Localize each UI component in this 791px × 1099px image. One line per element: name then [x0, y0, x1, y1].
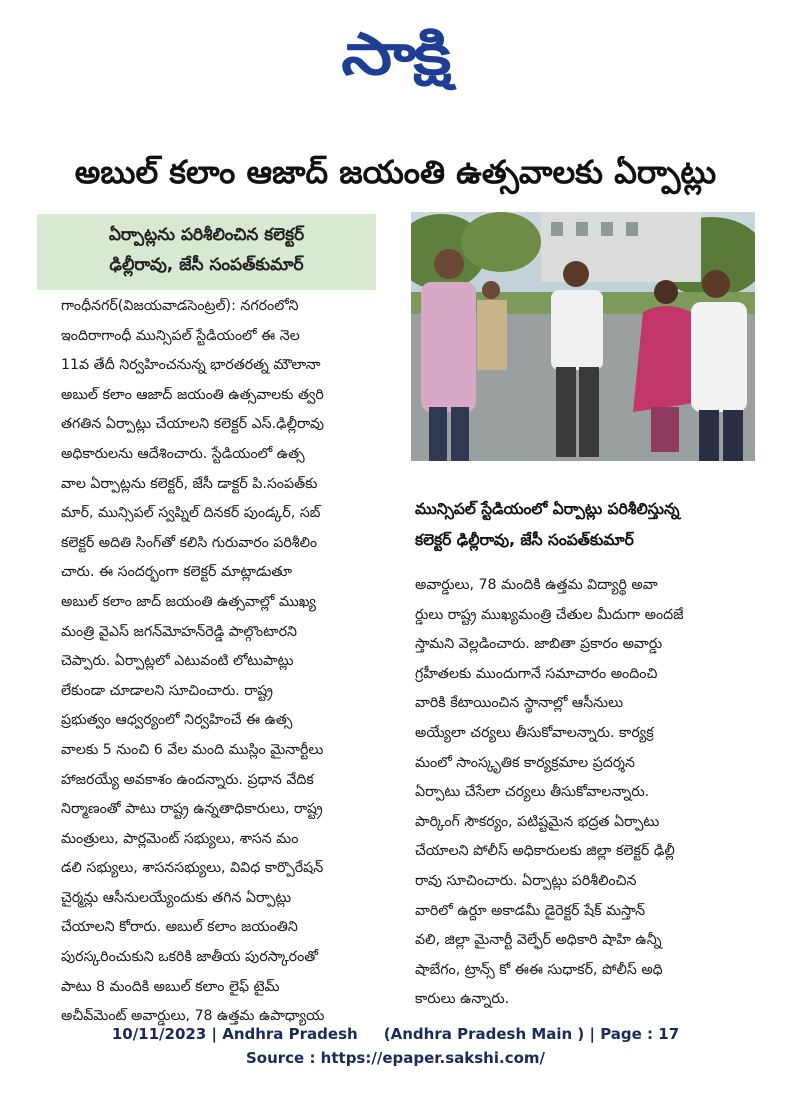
- article-line: అచీవ్‌మెంట్ అవార్డులు, 78 ఉత్తమ ఉపాధ్యాయ: [61, 1008, 325, 1025]
- article-line: చైర్మన్లు ఆసీనులయ్యేందుకు తగిన ఏర్పాట్లు: [61, 889, 292, 906]
- article-line: నిర్మాణంతో పాటు రాష్ట్ర ఉన్నతాధికారులు, రాష్ట్ర: [61, 801, 323, 818]
- article-line: వాలకు 5 నుంచి 6 వేల మంది ముస్లిం మైనార్టీలు: [61, 741, 324, 758]
- article-line: అధికారులను ఆదేశించారు. స్టేడియంలో ఉత్స: [61, 445, 305, 462]
- article-line: చేయాలని కోరారు. అబుల్ కలాం జయంతిని: [61, 919, 298, 936]
- subhead-line: ఏర్పాట్లను పరిశీలించిన కలెక్టర్: [108, 225, 305, 245]
- masthead-logo: సాక్షి: [341, 20, 450, 88]
- caption-line: మున్సిపల్ స్టేడియంలో ఏర్పాట్లు పరిశీలిస్తున్న: [415, 500, 680, 518]
- masthead: [0, 14, 791, 94]
- article-line: అబుల్ కలాం ఆజాద్ జయంతి ఉత్సవాలకు త్వరి: [61, 386, 324, 403]
- article-line: మార్, మున్సిపల్ స్వప్నిల్ దినకర్ పుండ్కర్, సబ్: [61, 505, 321, 522]
- photo-caption: [415, 494, 760, 556]
- article-line: అవార్డులు, 78 మందికి ఉత్తమ విద్యార్థి అవా: [415, 577, 658, 593]
- footer-source: Source : https://epaper.sakshi.com/: [245, 1049, 545, 1067]
- article-line: కలెక్టర్ అదితి సింగ్‌తో కలిసి గురువారం పరిశీలిం: [61, 534, 318, 551]
- article-line: గ్రహీతలకు ముందుగానే సమాచారం అందించి: [415, 665, 658, 682]
- officials-inspecting-stadium-photo: [411, 212, 755, 461]
- subhead-box: [37, 214, 376, 290]
- article-line: ర్డులు రాష్ట్ర ముఖ్యమంత్రి చేతుల మీదుగా అందజే: [415, 606, 684, 623]
- article-line: ప్రభుత్వం ఆధ్వర్యంలో నిర్వహించే ఈ ఉత్స: [61, 712, 293, 729]
- article-line: మంలో సాంస్కృతిక కార్యక్రమాల ప్రదర్శన: [415, 754, 635, 771]
- article-left-column: [61, 292, 382, 1032]
- article-line: లేకుండా చూడాలని సూచించారు. రాష్ట్ర: [61, 682, 274, 699]
- footer-dateline: 10/11/2023 | Andhra Pradesh (Andhra Pradesh Main ) | Page : 17: [111, 1025, 680, 1043]
- article-line: తగతిన ఏర్పాట్లు చేయాలని కలెక్టర్ ఎస్.ఢిల్లీరావు: [61, 416, 325, 433]
- headline: అబుల్ కలాం ఆజాద్ జయంతి ఉత్సవాలకు ఏర్పాట్లు: [74, 153, 717, 191]
- article-line: చారు. ఈ సందర్భంగా కలెక్టర్ మాట్లాడుతూ: [61, 564, 292, 581]
- article-line: అబుల్ కలాం జాద్ జయంతి ఉత్సవాల్లో ముఖ్య: [61, 593, 316, 610]
- article-line: కారులు ఉన్నారు.: [415, 991, 510, 1008]
- article-line: మంత్రి వైఎస్ జగన్‌మోహన్‌రెడ్డి పాల్గొంటారని: [61, 623, 297, 640]
- article-line: 11వ తేదీ నిర్వహించనున్న భారతరత్న మౌలానా: [61, 357, 321, 374]
- article-line: వారిలో ఉర్దూ అకాడమీ డైరెక్టర్ షేక్ మస్తాన్: [415, 902, 646, 919]
- article-photo: [411, 212, 755, 461]
- caption-line: కలెక్టర్ ఢిల్లీరావు, జేసీ సంపత్‌కుమార్: [415, 531, 634, 549]
- article-right-column: [415, 571, 755, 1015]
- article-line: గాంధీనగర్(విజయవాడసెంట్రల్): నగరంలోని: [61, 298, 299, 314]
- article-line: వాల ఏర్పాట్లను కలెక్టర్, జేసీ డాక్టర్ పి.సంపత్‌కు: [61, 475, 318, 492]
- article-line: వలి, జిల్లా మైనార్టీ వెల్ఫేర్ అధికారి షాహి ఉన్నీ: [415, 932, 662, 949]
- article-line: రావు సూచించారు. ఏర్పాట్లు పరిశీలించిన: [415, 872, 637, 889]
- subhead-line: ఢిల్లీరావు, జేసీ సంపత్‌కుమార్: [109, 255, 304, 275]
- article-line: షాబేగం, ట్రాన్స్ కో ఈఈ సుధాకర్, పోలీస్ అధి: [415, 961, 663, 978]
- article-line: స్తామని వెల్లడించారు. జాబితా ప్రకారం అవార్డు: [415, 636, 663, 653]
- page-footer: [0, 1022, 791, 1070]
- article-line: పాటు 8 మందికి అబుల్ కలాం లైఫ్ టైమ్: [61, 978, 280, 995]
- article-line: మంత్రులు, పార్లమెంట్ సభ్యులు, శాసన మం: [61, 830, 299, 847]
- article-line: చేయాలని పోలీస్ అధికారులకు జిల్లా కలెక్టర్ ఢిల్లీ: [415, 843, 675, 860]
- article-line: ఇందిరాగాంధీ మున్సిపల్ స్టేడియంలో ఈ నెల: [61, 327, 300, 344]
- article-line: డలి సభ్యులు, శాసనసభ్యులు, వివిధ కార్పొరేషన్: [61, 860, 324, 877]
- article-line: హాజరయ్యే అవకాశం ఉందన్నారు. ప్రధాన వేదిక: [61, 771, 314, 788]
- article-line: చెప్పారు. ఏర్పాట్లలో ఎటువంటి లోటుపాట్లు: [61, 653, 294, 670]
- article-line: పురస్కరించుకుని ఒకరికి జాతీయ పురస్కారంతో: [61, 949, 319, 966]
- article-line: అయ్యేలా చర్యలు తీసుకోవాలన్నారు. కార్యక్ర: [415, 724, 654, 741]
- article-line: వారికి కేటాయించిన స్థానాల్లో ఆసీనులు: [415, 695, 624, 712]
- article-line: పార్కింగ్ సౌకర్యం, పటిష్టమైన భద్రత ఏర్పాటు: [415, 813, 660, 830]
- article-line: ఏర్పాటు చేసేలా చర్యలు తీసుకోవాలన్నారు.: [415, 784, 650, 801]
